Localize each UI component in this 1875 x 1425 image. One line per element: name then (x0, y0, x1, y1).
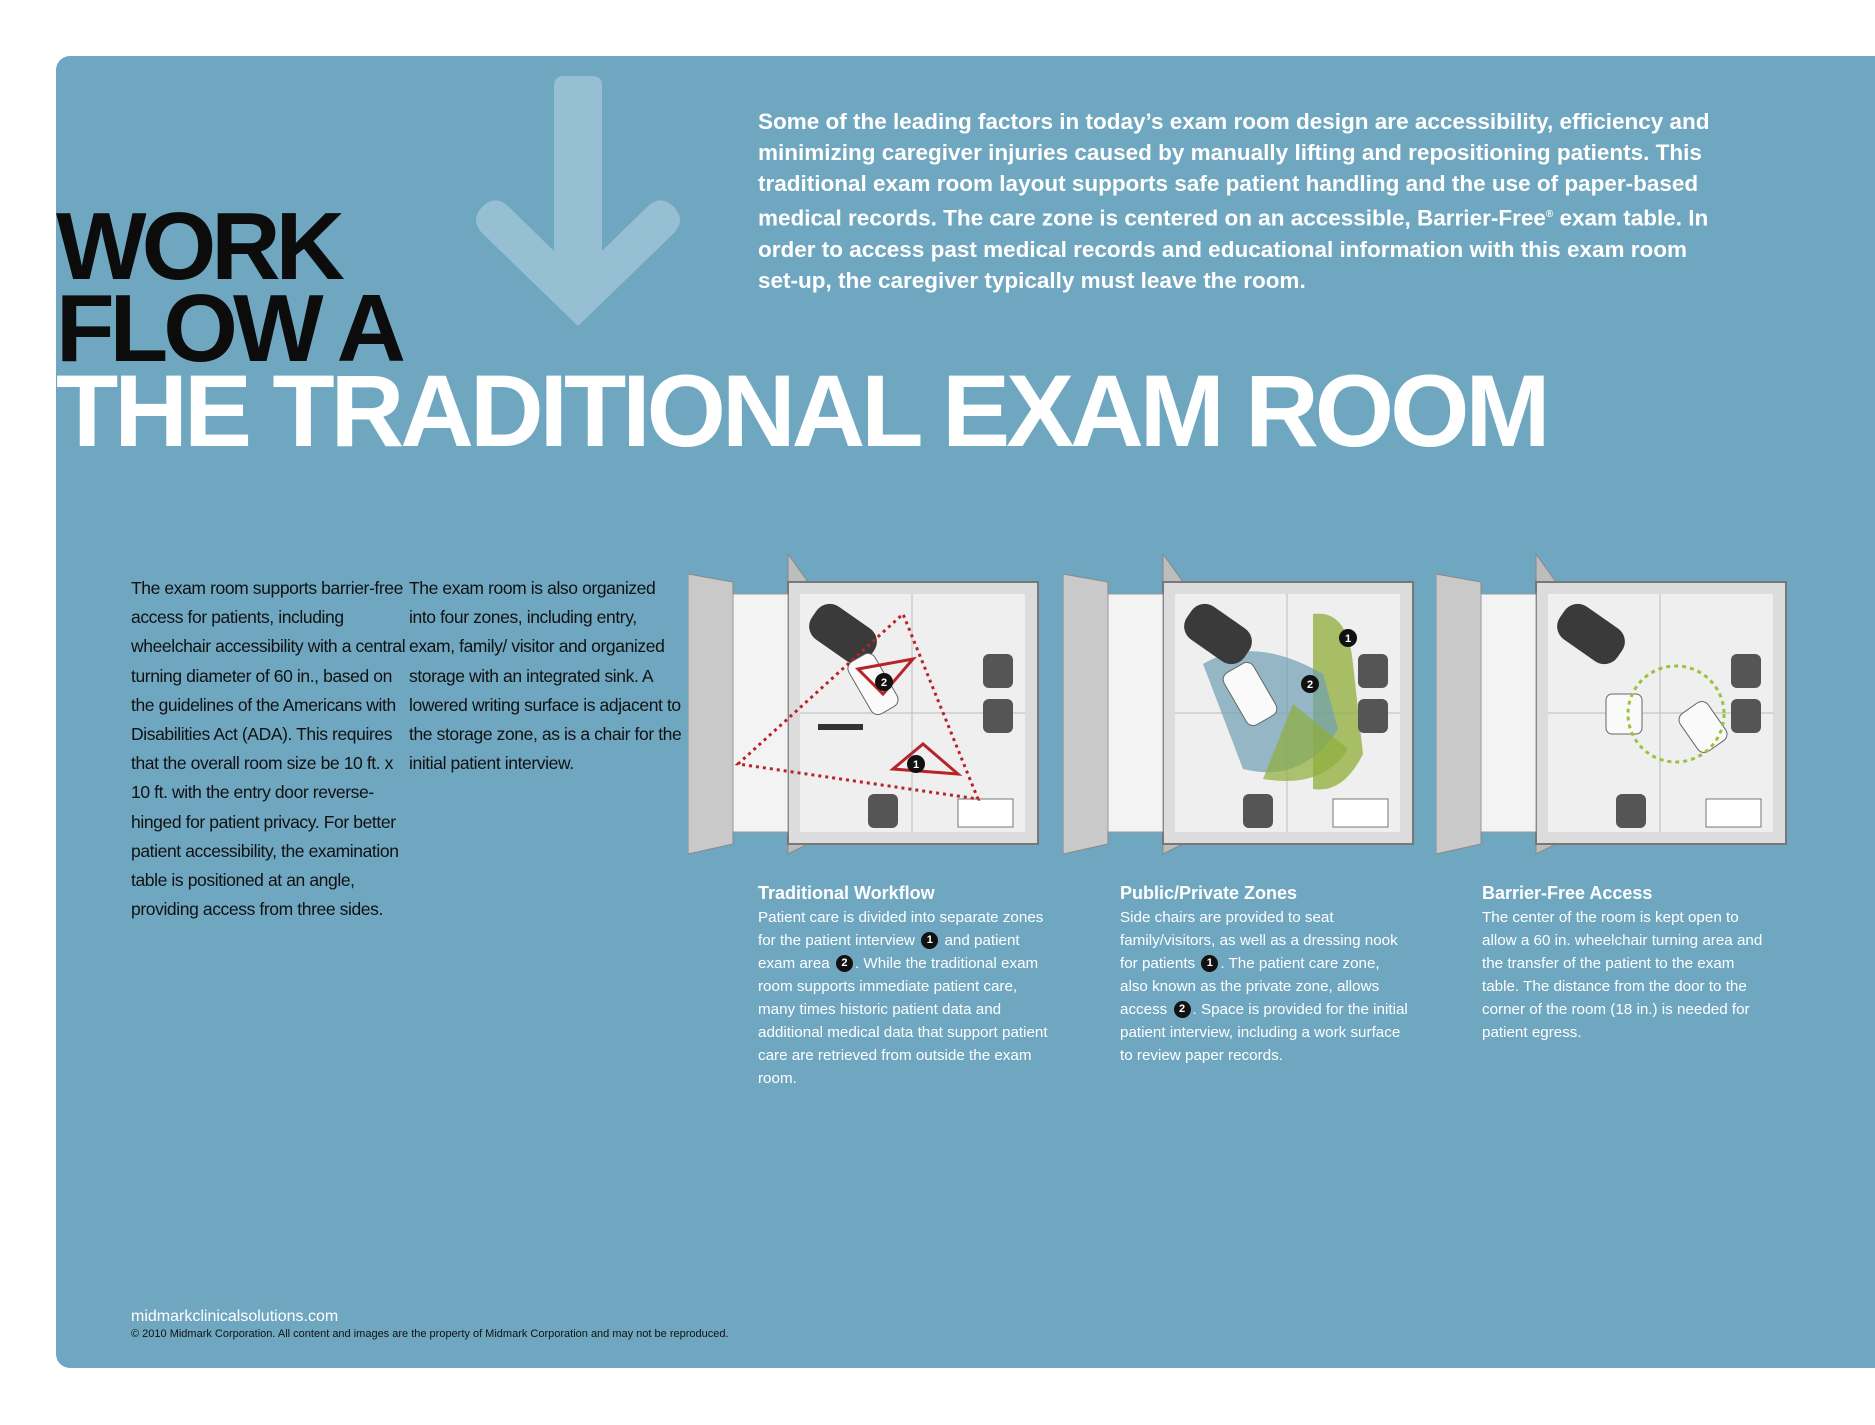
intro-text-part1: Some of the leading factors in today’s exam room design are accessibility, efficiency and minimizing caregiver injuries caused by manually lifting and repositioning patients. This traditional exam room layout supports safe patient handling and the use of paper-based medical records. The care zone is centered on an accessible, Barrier-Free (758, 109, 1710, 231)
marker-1-badge: 1 (1201, 955, 1218, 972)
workflow-heading-line1: WORK (56, 193, 340, 300)
caption-text: . While the traditional exam room supports immediate patient care, many times historic patient data and additional medical data that support patient care are retrieved from outside the exam room. (758, 955, 1048, 1087)
floorplan-traditional-workflow (688, 554, 1048, 874)
registered-mark: ® (1545, 209, 1554, 220)
marker-2 (1301, 675, 1319, 693)
workflow-heading (56, 193, 401, 382)
caption-text: Patient care is divided into separate zones for the patient interview (758, 909, 1044, 949)
page-title: THE TRADITIONAL EXAM ROOM (56, 354, 1547, 468)
body-column-left: The exam room supports barrier-free access for patients, including wheelchair accessibility with a central turning diameter of 60 in., based on the guidelines of the Americans with Disabilities Act (ADA). This requires that the overall room size be 10 ft. x 10 ft. with the entry door reverse-hinged for patient privacy. For better patient accessibility, the examination table is positioned at an angle, providing access from three sides. (131, 578, 406, 920)
svg-text:1: 1 (912, 759, 920, 771)
workflow-heading-line2: FLOW A (56, 275, 401, 382)
marker-1 (907, 755, 925, 773)
body-column-right: The exam room is also organized into four zones, including entry, exam, family/ visitor and organized storage with an integrated sink. A lowered writing surface is adjacent to the storage zone, as is a chair for the initial patient interview. (409, 578, 682, 774)
marker-2-badge: 2 (836, 955, 853, 972)
caption-body (1120, 906, 1410, 1067)
website-link[interactable]: midmarkclinicalsolutions.com (131, 1308, 339, 1325)
floorplan-public-private-zones (1063, 554, 1423, 874)
svg-text:1: 1 (1344, 633, 1352, 645)
floorplan-barrier-free-access (1436, 554, 1796, 874)
caption-title: Public/Private Zones (1120, 883, 1298, 903)
caption-traditional-workflow (758, 882, 1048, 1090)
caption-text: . Space is provided for the initial patient interview, including a work surface to review paper records. (1120, 1001, 1408, 1064)
svg-text:2: 2 (1306, 679, 1314, 691)
caption-body: The center of the room is kept open to allow a 60 in. wheelchair turning area and the transfer of the patient to the exam table. The distance from the door to the corner of the room (18 in.) is needed for patient egress. (1482, 909, 1763, 1041)
content-panel (56, 56, 1875, 1368)
svg-text:2: 2 (880, 677, 888, 689)
caption-text: and patient exam area (758, 932, 1020, 972)
caption-body (758, 906, 1048, 1090)
intro-paragraph (758, 106, 1718, 296)
caption-title: Traditional Workflow (758, 883, 935, 903)
marker-1-badge: 1 (921, 932, 938, 949)
marker-2 (875, 673, 893, 691)
copyright-notice: © 2010 Midmark Corporation. All content and images are the property of Midmark Corporation and may not be reproduced. (131, 1328, 729, 1340)
caption-text: Side chairs are provided to seat family/visitors, as well as a dressing nook for patients (1120, 909, 1398, 972)
caption-title: Barrier-Free Access (1482, 883, 1653, 903)
caption-text: . The patient care zone, also known as the private zone, allows access (1120, 955, 1380, 1018)
caption-public-private-zones (1120, 882, 1410, 1067)
caption-barrier-free-access (1482, 882, 1772, 1044)
intro-text-part2: exam table. In order to access past medical records and educational information with this exam room set-up, the caregiver typically must leave the room. (758, 205, 1709, 293)
marker-1 (1339, 629, 1357, 647)
marker-2-badge: 2 (1174, 1001, 1191, 1018)
down-arrow-icon (456, 76, 696, 376)
